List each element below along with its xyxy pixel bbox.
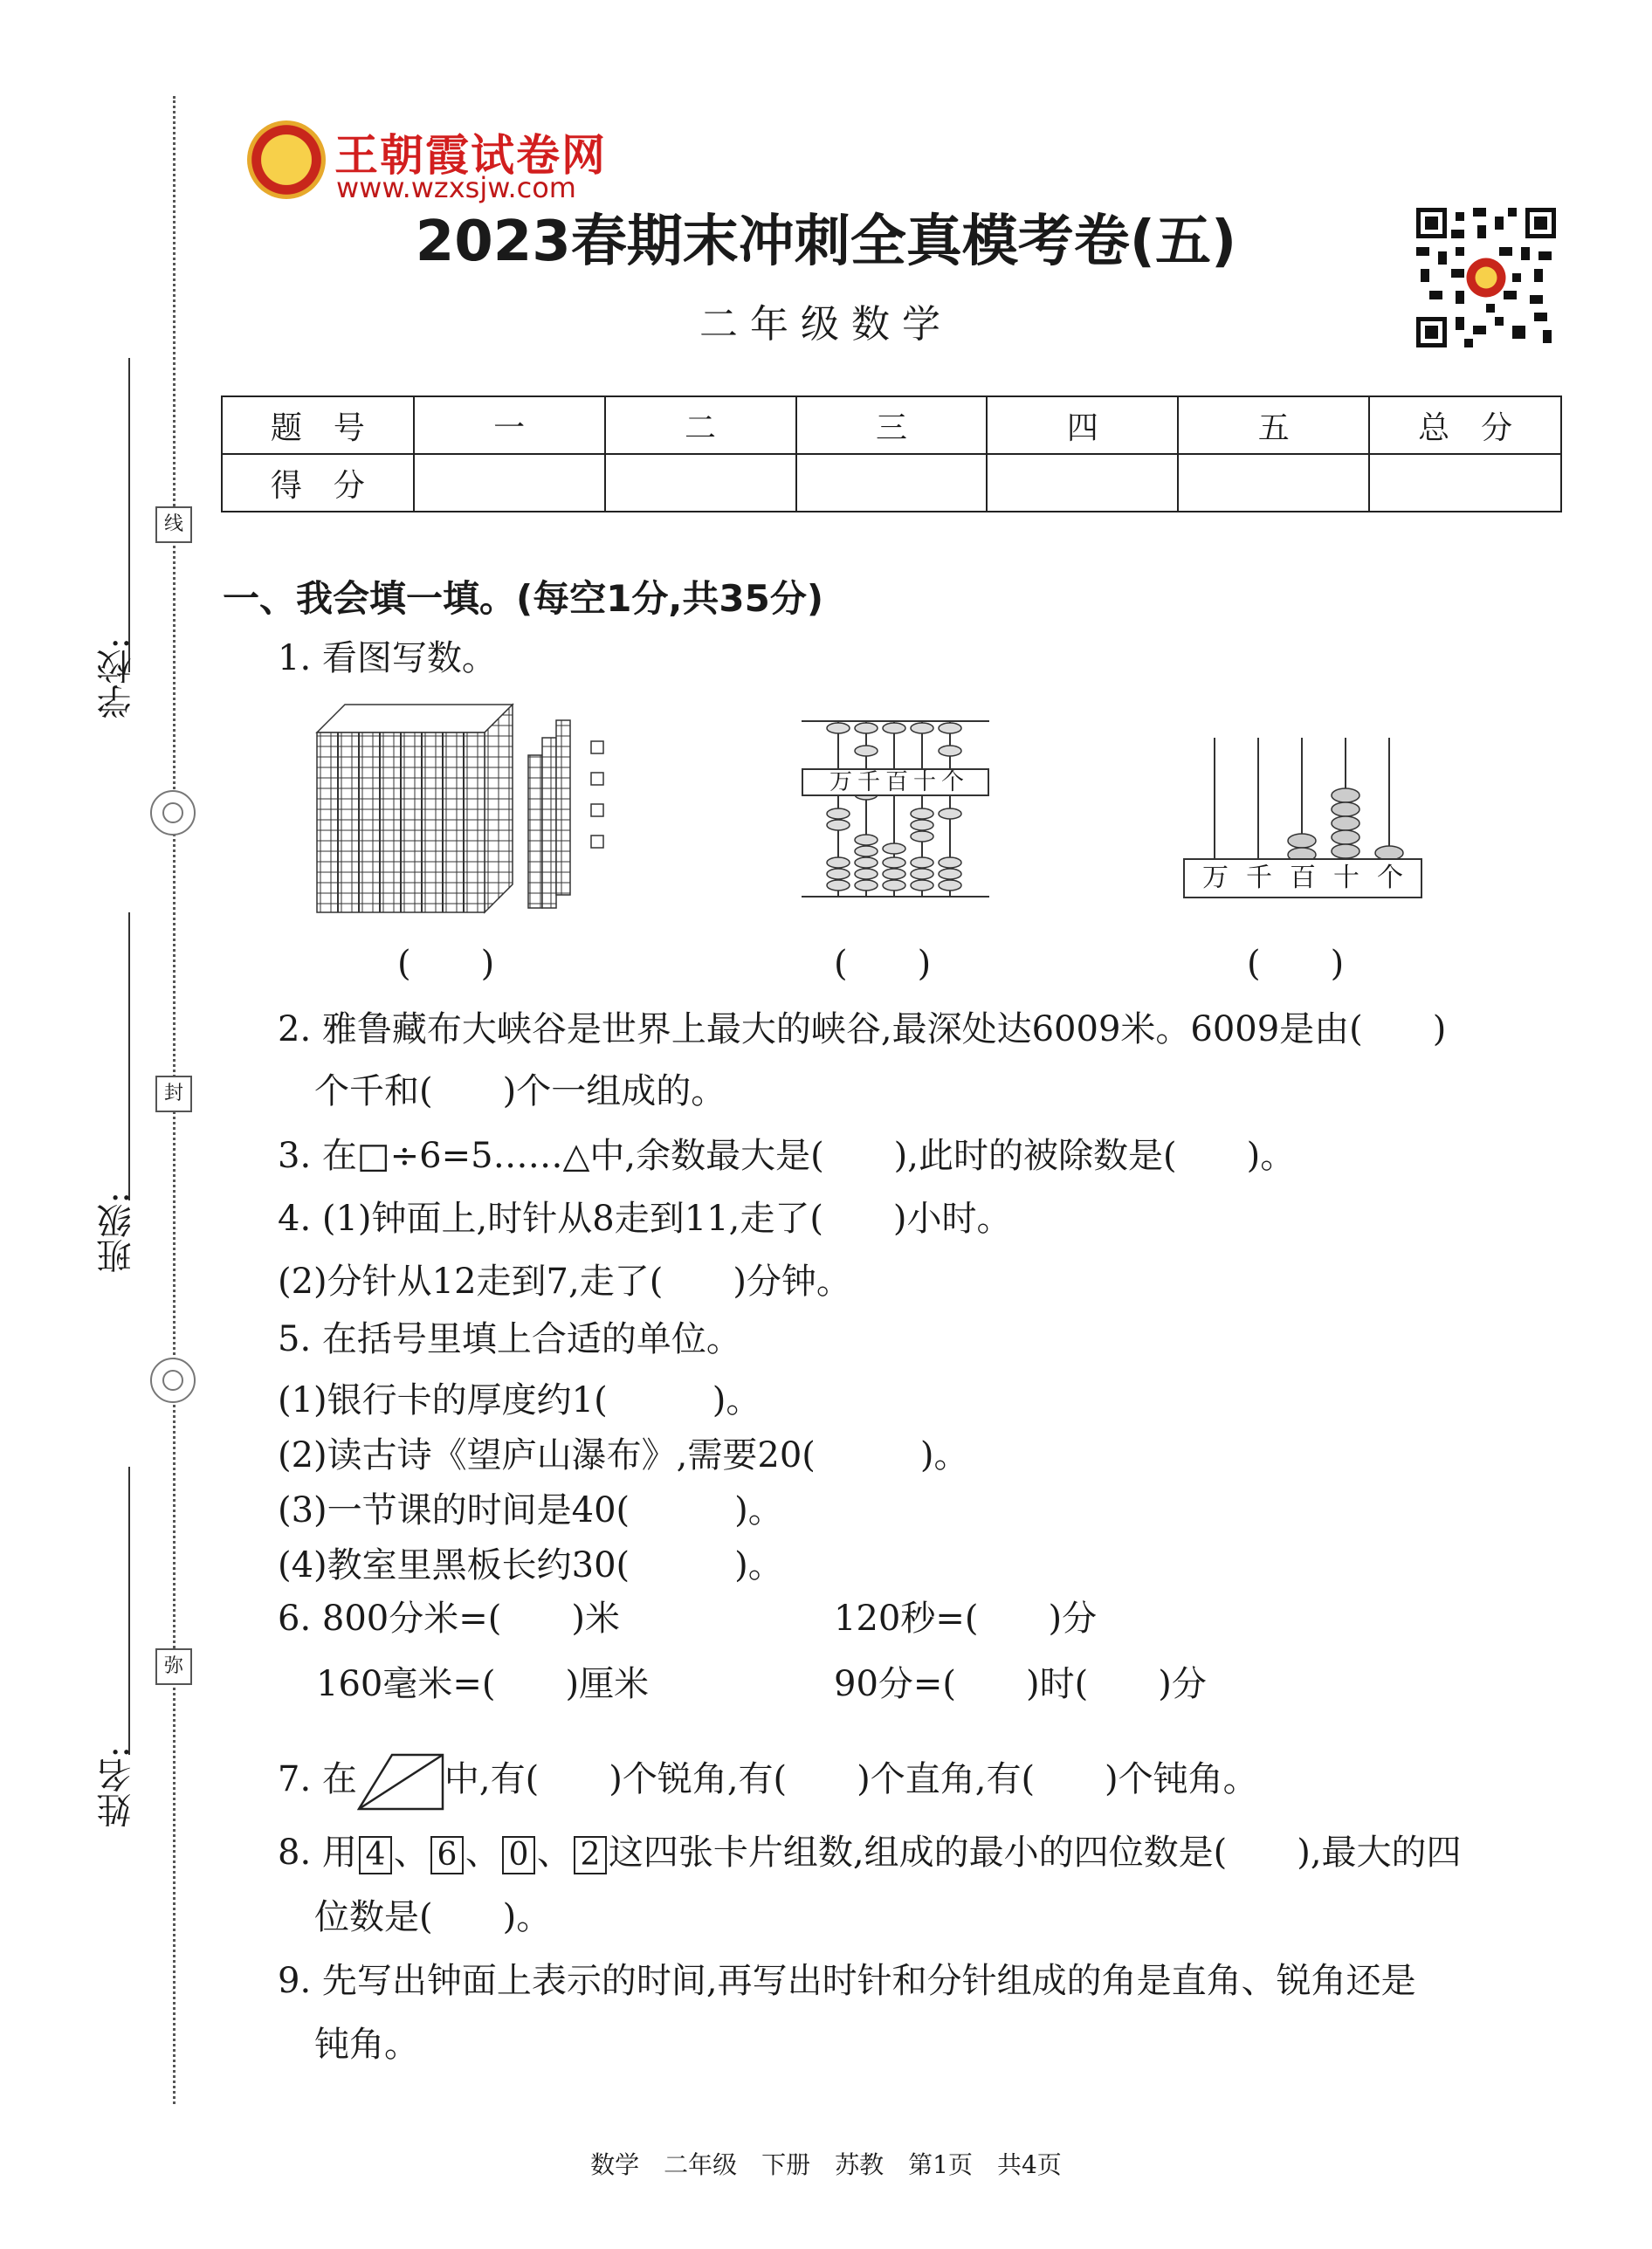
q1-answer-blank-3[interactable]: ( ): [1247, 944, 1345, 984]
q5-part2: (2)读古诗《望庐山瀑布》,需要20( )。: [278, 1435, 969, 1475]
place-label: 百: [1290, 863, 1316, 893]
card-separator: 、: [465, 1833, 500, 1873]
counting-abacus-figure: [1183, 738, 1428, 899]
q8-suffix: 这四张卡片组数,组成的最小的四位数是( ),最大的四: [608, 1833, 1462, 1873]
place-label: 千: [1246, 863, 1272, 893]
page-footer: 数学 二年级 下册 苏教 第1页 共4页: [590, 2150, 1062, 2179]
q2-line2: 个千和( )个一组成的。: [314, 1071, 726, 1111]
q6-part4: 90分=( )时( )分: [834, 1664, 1207, 1704]
name-blank-line: [128, 1467, 130, 1755]
score-table-cell: 二: [605, 396, 796, 454]
abacus-label-bar: [1183, 858, 1422, 898]
score-table-cell: 五: [1178, 396, 1369, 454]
score-table-cell: 题 号: [222, 396, 414, 454]
binding-ornament-icon: [150, 1358, 196, 1403]
binding-mark-close: 弥: [155, 1648, 192, 1685]
hundred-flats-icon: [528, 720, 570, 908]
unit-cubes-icon: [591, 741, 603, 848]
place-label: 千: [857, 769, 881, 795]
base-ten-blocks-figure: [310, 694, 624, 921]
place-label: 十: [913, 769, 937, 795]
card-separator: 、: [393, 1833, 429, 1873]
score-table-cell: 一: [414, 396, 605, 454]
trapezoid-figure-icon: [357, 1753, 444, 1811]
q9-line1: 9. 先写出钟面上表示的时间,再写出时针和分针组成的角是直角、锐角还是: [278, 1961, 1416, 2001]
score-table-cell: 三: [796, 396, 988, 454]
school-label: 学校:: [97, 637, 137, 719]
q8-prefix: 8. 用: [278, 1833, 357, 1873]
score-input-cell[interactable]: [1369, 454, 1561, 512]
score-input-cell[interactable]: [987, 454, 1178, 512]
binding-mark-line: 线: [155, 506, 192, 543]
section-heading: 一、我会填一填。(每空1分,共35分): [223, 577, 824, 620]
class-blank-line: [128, 912, 130, 1200]
class-label: 班级:: [97, 1192, 137, 1274]
q8-line2: 位数是( )。: [314, 1897, 552, 1937]
q5-intro: 5. 在括号里填上合适的单位。: [278, 1319, 741, 1359]
abacus-bead-icon: [1288, 788, 1403, 860]
score-table: [221, 395, 1562, 512]
q2-line1: 2. 雅鲁藏布大峡谷是世界上最大的峡谷,最深处达6009米。6009是由( ): [278, 1009, 1447, 1049]
score-input-cell[interactable]: [414, 454, 605, 512]
score-table-score-row: [222, 454, 1561, 512]
thousand-cube-icon: [317, 705, 513, 912]
suanpan-figure: [802, 718, 989, 901]
suanpan-label-bar: [802, 768, 989, 796]
q1-answer-blank-1[interactable]: ( ): [397, 944, 495, 984]
exam-title: 2023春期末冲刺全真模考卷(五): [415, 210, 1237, 274]
place-label: 万: [1202, 863, 1229, 893]
q4-part2: (2)分针从12走到7,走了( )分钟。: [278, 1262, 851, 1302]
q7-suffix: 中,有( )个锐角,有( )个直角,有( )个钝角。: [444, 1759, 1258, 1799]
score-input-cell[interactable]: [605, 454, 796, 512]
q8-line1: [278, 1832, 1462, 1874]
number-card: 2: [574, 1836, 607, 1874]
place-label: 个: [941, 769, 965, 795]
q7-line: [278, 1753, 1258, 1811]
logo-name: 王朝霞试卷网: [334, 130, 607, 181]
q6-part2: 120秒=( )分: [834, 1599, 1098, 1639]
q6-part3: 160毫米=( )厘米: [316, 1664, 650, 1704]
number-card: 0: [502, 1836, 535, 1874]
place-label: 万: [829, 769, 853, 795]
q5-part1: (1)银行卡的厚度约1( )。: [278, 1380, 761, 1420]
q3-text: 3. 在□÷6=5……△中,余数最大是( ),此时的被除数是( )。: [278, 1136, 1296, 1176]
score-table-cell: 四: [987, 396, 1178, 454]
school-blank-line: [128, 358, 130, 672]
q1-text: 1. 看图写数。: [278, 638, 497, 678]
logo-emblem-icon: [247, 120, 326, 199]
logo-url: www.wzxsjw.com: [336, 171, 576, 204]
q5-part3: (3)一节课的时间是40( )。: [278, 1490, 783, 1530]
q5-part4: (4)教室里黑板长约30( )。: [278, 1545, 783, 1585]
place-label: 个: [1377, 863, 1403, 893]
q7-prefix: 7. 在: [278, 1759, 357, 1799]
q4-part1: 4. (1)钟面上,时针从8走到11,走了( )小时。: [278, 1199, 1012, 1239]
qr-code-icon: [1416, 208, 1556, 347]
place-label: 十: [1333, 863, 1359, 893]
score-input-cell[interactable]: [1178, 454, 1369, 512]
binding-mark-seal: 封: [155, 1076, 192, 1112]
q6-part1: 6. 800分米=( )米: [278, 1599, 620, 1639]
exam-subtitle: 二年级数学: [699, 302, 953, 347]
score-input-cell[interactable]: [796, 454, 988, 512]
place-label: 百: [885, 769, 909, 795]
score-table-header-row: [222, 396, 1561, 454]
number-card: 4: [359, 1836, 392, 1874]
number-card: 6: [430, 1836, 464, 1874]
q9-line2: 钝角。: [314, 2025, 419, 2065]
binding-ornament-icon: [150, 790, 196, 836]
name-label: 姓名:: [97, 1746, 137, 1828]
score-table-cell: 总 分: [1369, 396, 1561, 454]
card-separator: 、: [536, 1833, 572, 1873]
score-row-label: 得 分: [222, 454, 414, 512]
q1-answer-blank-2[interactable]: ( ): [834, 944, 932, 984]
